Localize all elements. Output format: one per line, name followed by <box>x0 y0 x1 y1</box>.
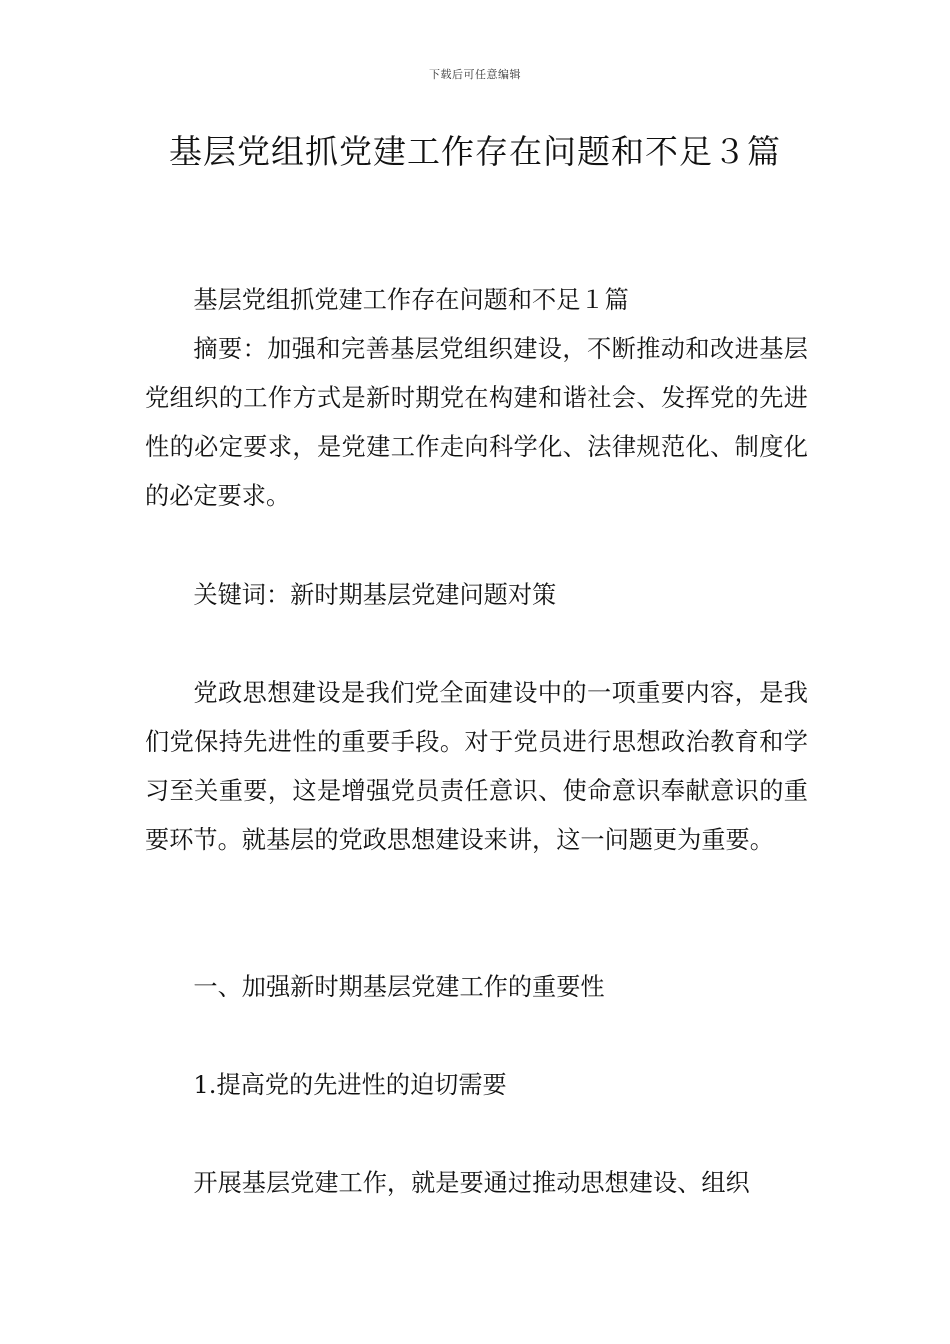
point-heading: 1.提高党的先进性的迫切需要 <box>193 1071 507 1099</box>
subtitle-text: 基层党组抓党建工作存在问题和不足１篇 <box>193 286 629 314</box>
point-heading-block <box>145 1061 808 1110</box>
intro-paragraph: 党政思想建设是我们党全面建设中的一项重要内容，是我们党保持先进性的重要手段。对于党员进行思想政治教育和学习至关重要，这是增强党员责任意识、使命意识奉献意识的重要环节。就基层的党政思想建设来讲，这一问题更为重要。 <box>145 679 808 854</box>
last-paragraph: 开展基层党建工作，就是要通过推动思想建设、组织 <box>193 1169 750 1197</box>
document-title: 基层党组抓党建工作存在问题和不足３篇 <box>169 132 781 171</box>
subtitle-section <box>145 276 808 325</box>
header-note: 下载后可任意编辑 <box>429 68 521 81</box>
intro-section <box>145 669 808 865</box>
keywords-paragraph: 关键词：新时期基层党建问题对策 <box>193 581 557 609</box>
last-paragraph-block <box>145 1159 808 1208</box>
section-heading-block <box>145 963 808 1012</box>
keywords-section <box>145 571 808 620</box>
section-heading: 一、加强新时期基层党建工作的重要性 <box>193 973 605 1001</box>
abstract-paragraph: 摘要：加强和完善基层党组织建设，不断推动和改进基层党组织的工作方式是新时期党在构建和谐社会、发挥党的先进性的必定要求，是党建工作走向科学化、法律规范化、制度化的必定要求。 <box>145 335 808 510</box>
abstract-section <box>145 325 808 521</box>
